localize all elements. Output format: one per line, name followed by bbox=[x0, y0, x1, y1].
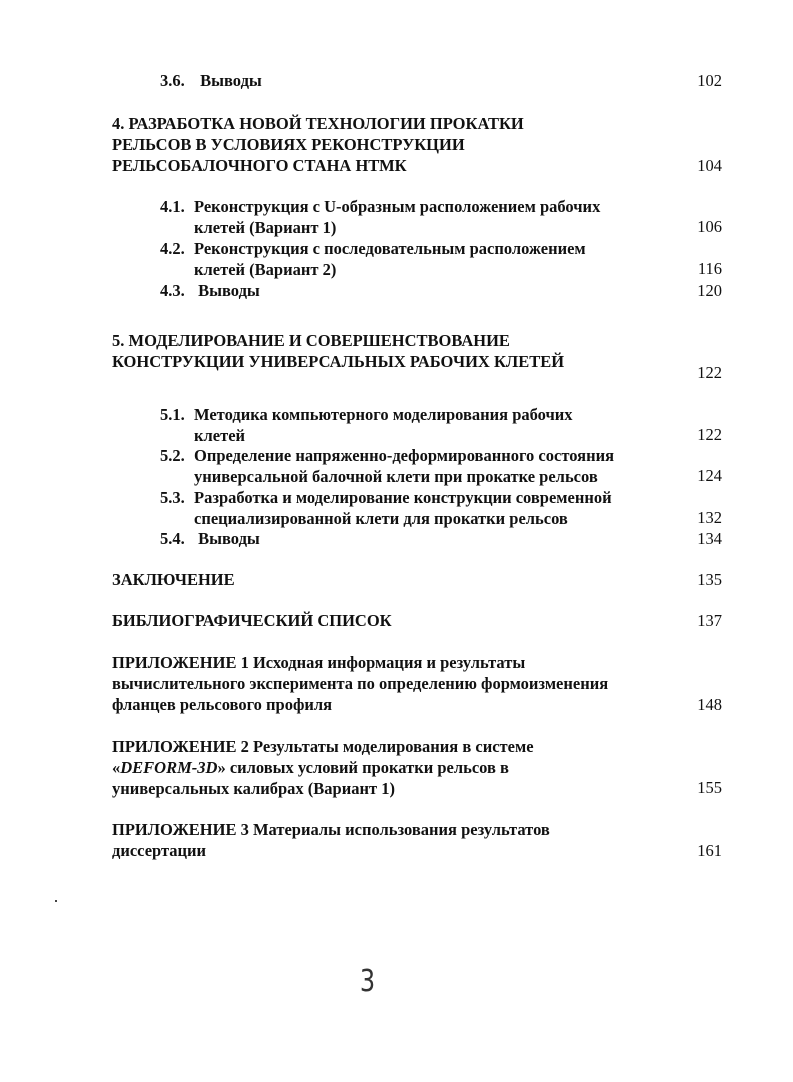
toc-page-number: 148 bbox=[697, 695, 722, 714]
toc-page-number: 104 bbox=[697, 156, 722, 175]
toc-title-line: Выводы bbox=[198, 281, 260, 300]
handwritten-page-number: 3 bbox=[359, 964, 376, 999]
toc-title-line: фланцев рельсового профиля bbox=[112, 695, 333, 714]
toc-title-line: Методика компьютерного моделирования рабочих bbox=[194, 405, 573, 424]
toc-title-line: ЗАКЛЮЧЕНИЕ bbox=[112, 570, 235, 589]
toc-number: 5.3. bbox=[160, 488, 185, 507]
toc-title-line: Определение напряженно-деформированного состояния bbox=[194, 446, 615, 465]
toc-entry-5-3 bbox=[160, 487, 612, 529]
toc-page-number: 122 bbox=[697, 363, 722, 382]
toc-page-number: 122 bbox=[697, 425, 722, 444]
toc-page-number: 106 bbox=[697, 217, 722, 236]
toc-title-line: Разработка и моделирование конструкции современной bbox=[194, 488, 612, 507]
toc-title-line: РЕЛЬСОБАЛОЧНОГО СТАНА НТМК bbox=[112, 156, 407, 175]
toc-page-number: 161 bbox=[697, 841, 722, 860]
toc-entry-chapter-4 bbox=[112, 113, 524, 176]
toc-entry-4-2 bbox=[160, 238, 586, 280]
toc-number: 4.3. bbox=[160, 281, 185, 300]
toc-title-line: 5. МОДЕЛИРОВАНИЕ И СОВЕРШЕНСТВОВАНИЕ bbox=[112, 331, 510, 350]
toc-title-line: Выводы bbox=[198, 529, 260, 548]
toc-page-number: 132 bbox=[697, 508, 722, 527]
toc-title-line: клетей (Вариант 1) bbox=[194, 218, 337, 237]
toc-title-line: вычислительного эксперимента по определению формоизменения bbox=[112, 674, 609, 693]
deform-3d-term: DEFORM-3D bbox=[120, 758, 218, 777]
toc-page-number: 102 bbox=[697, 71, 722, 90]
toc-title-line: универсальной балочной клети при прокатке рельсов bbox=[194, 467, 598, 486]
toc-title-line: Реконструкция с последовательным расположением bbox=[194, 239, 586, 258]
toc-entry-5-4 bbox=[160, 528, 260, 549]
toc-page-number: 116 bbox=[697, 259, 722, 278]
toc-page-number: 124 bbox=[697, 466, 722, 485]
toc-page-number: 134 bbox=[697, 529, 722, 548]
toc-title-line: ПРИЛОЖЕНИЕ 3 Материалы использования результатов bbox=[112, 820, 550, 839]
toc-number: 3.6. bbox=[160, 71, 185, 90]
toc-title-line: ПРИЛОЖЕНИЕ 2 Результаты моделирования в системе bbox=[112, 737, 534, 756]
toc-entry-appendix-3 bbox=[112, 819, 550, 861]
toc-entry-chapter-5 bbox=[112, 330, 564, 372]
toc-entry-appendix-2 bbox=[112, 736, 534, 799]
toc-title-line: 4. РАЗРАБОТКА НОВОЙ ТЕХНОЛОГИИ ПРОКАТКИ bbox=[112, 114, 524, 133]
toc-title-line: «DEFORM-3D» силовых условий прокатки рельсов в bbox=[112, 758, 509, 777]
toc-page-number: 155 bbox=[697, 778, 722, 797]
toc-title-line: КОНСТРУКЦИИ УНИВЕРСАЛЬНЫХ РАБОЧИХ КЛЕТЕЙ bbox=[112, 352, 565, 371]
scan-speck bbox=[55, 900, 57, 902]
toc-title-line: Выводы bbox=[200, 71, 262, 90]
toc-entry-5-2 bbox=[160, 445, 614, 487]
toc-entry-5-1 bbox=[160, 404, 573, 446]
toc-title-line: клетей (Вариант 2) bbox=[194, 260, 337, 279]
toc-number: 5.1. bbox=[160, 405, 185, 424]
toc-entry-appendix-1 bbox=[112, 652, 608, 715]
toc-title-line: диссертации bbox=[112, 841, 207, 860]
toc-title-line: клетей bbox=[194, 426, 246, 445]
toc-entry-3-6 bbox=[160, 70, 262, 91]
toc-page-number: 135 bbox=[697, 570, 722, 589]
toc-title-line: ПРИЛОЖЕНИЕ 1 Исходная информация и результаты bbox=[112, 653, 526, 672]
toc-entry-4-3 bbox=[160, 280, 260, 301]
toc-page-number: 137 bbox=[697, 611, 722, 630]
toc-entry-bibliography bbox=[112, 610, 392, 631]
toc-entry-conclusion bbox=[112, 569, 235, 590]
toc-page-number: 120 bbox=[697, 281, 722, 300]
toc-number: 4.2. bbox=[160, 239, 185, 258]
toc-number: 4.1. bbox=[160, 197, 185, 216]
toc-title-line: БИБЛИОГРАФИЧЕСКИЙ СПИСОК bbox=[112, 611, 392, 630]
toc-number: 5.2. bbox=[160, 446, 185, 465]
toc-entry-4-1 bbox=[160, 196, 600, 238]
toc-title-line: универсальных калибрах (Вариант 1) bbox=[112, 779, 395, 798]
toc-title-line: РЕЛЬСОВ В УСЛОВИЯХ РЕКОНСТРУКЦИИ bbox=[112, 135, 465, 154]
toc-title-line: специализированной клети для прокатки рельсов bbox=[194, 509, 568, 528]
toc-title-line: Реконструкция с U-образным расположением рабочих bbox=[194, 197, 601, 216]
toc-number: 5.4. bbox=[160, 529, 185, 548]
